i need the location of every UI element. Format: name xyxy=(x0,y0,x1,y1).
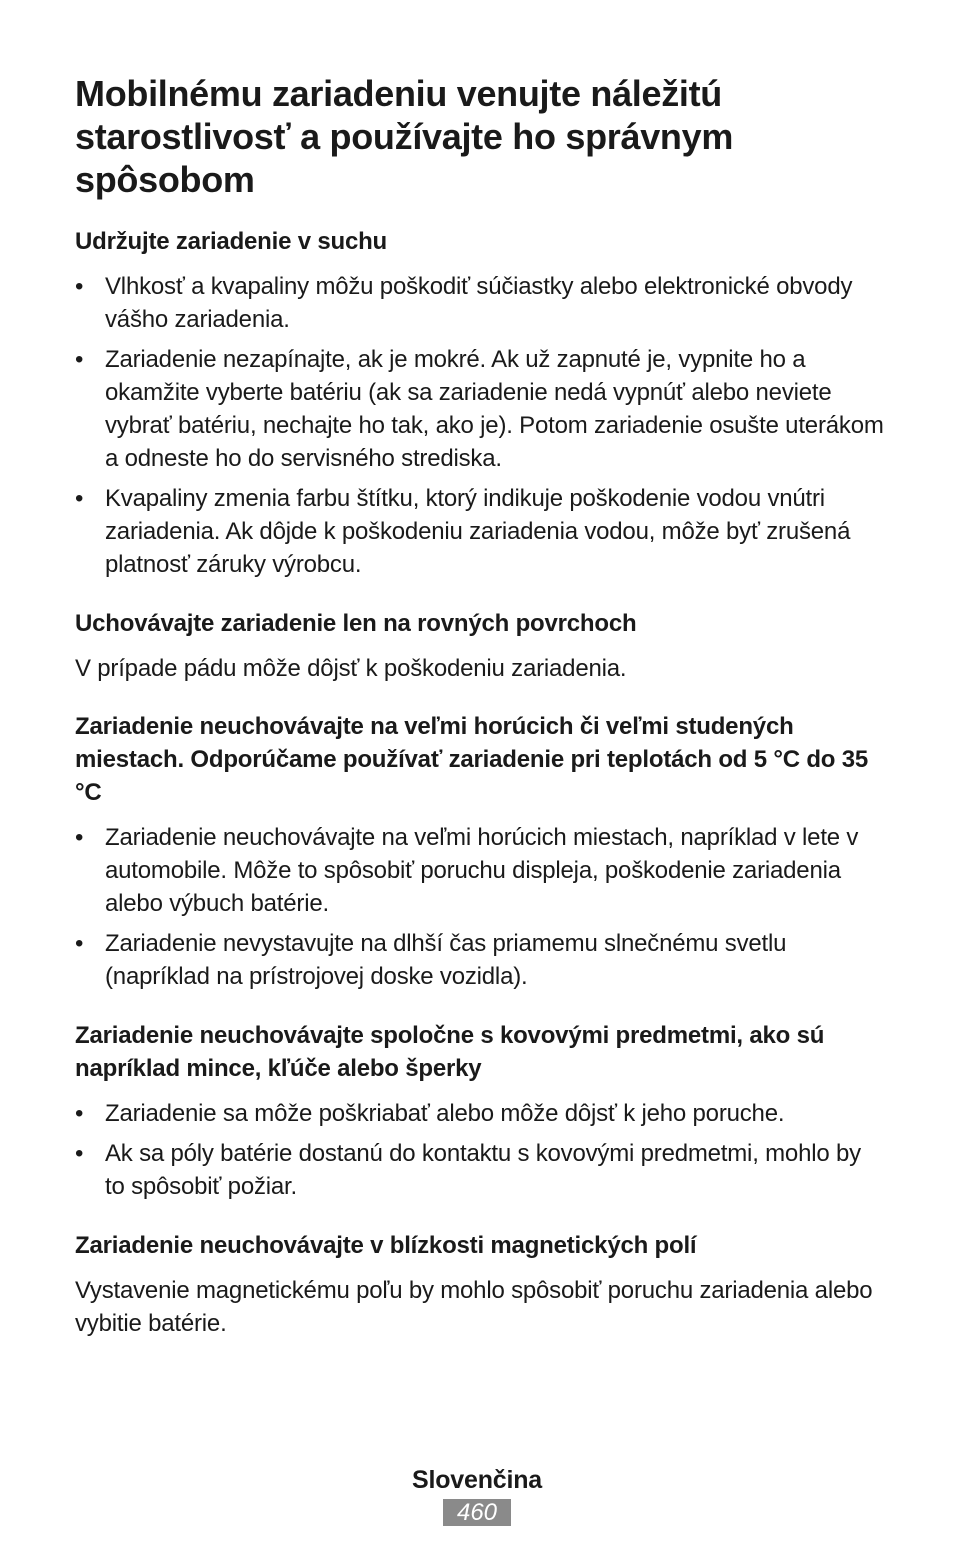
page-footer xyxy=(0,1464,954,1526)
section-heading: Udržujte zariadenie v suchu xyxy=(75,228,388,255)
section-paragraph: V prípade pádu môže dôjsť k poškodeniu zariadenia. xyxy=(75,655,627,682)
bullet-list xyxy=(75,821,885,993)
list-item: • Zariadenie neuchovávajte na veľmi horúcich miestach, napríklad v lete v automobile. Môže to spôsobiť poruchu displeja, poškodenie zariadenia alebo výbuch batérie. xyxy=(75,821,885,920)
list-item: • Zariadenie sa môže poškriabať alebo môže dôjsť k jeho poruche. xyxy=(75,1097,885,1130)
section-keep-dry xyxy=(75,225,885,581)
section-heading: Uchovávajte zariadenie len na rovných povrchoch xyxy=(75,610,637,637)
list-item: • Vlhkosť a kvapaliny môžu poškodiť súčiastky alebo elektronické obvody vášho zariadenia. xyxy=(75,270,885,336)
section-temperature xyxy=(75,710,885,993)
section-heading: Zariadenie neuchovávajte spoločne s kovovými predmetmi, ako sú napríklad mince, kľúče alebo šperky xyxy=(75,1022,825,1082)
list-item: • Zariadenie nezapínajte, ak je mokré. Ak už zapnuté je, vypnite ho a okamžite vyberte batériu (ak sa zariadenie nedá vypnúť alebo neviete vybrať batériu, nechajte ho tak, ako je). Potom zariadenie osušte uterákom a odneste ho do servisného strediska. xyxy=(75,343,885,475)
page-title: Mobilnému zariadeniu venujte náležitú starostlivosť a používajte ho správnym spôsobom xyxy=(75,73,734,200)
page-content xyxy=(75,72,885,1340)
list-item: • Ak sa póly batérie dostanú do kontaktu s kovovými predmetmi, mohlo by to spôsobiť požiar. xyxy=(75,1137,885,1203)
section-heading: Zariadenie neuchovávajte v blízkosti magnetických polí xyxy=(75,1232,697,1259)
bullet-list xyxy=(75,270,885,581)
list-item: • Zariadenie nevystavujte na dlhší čas priamemu slnečnému svetlu (napríklad na prístrojovej doske vozidla). xyxy=(75,927,885,993)
section-flat-surfaces xyxy=(75,607,885,685)
section-heading: Zariadenie neuchovávajte na veľmi horúcich či veľmi studených miestach. Odporúčame používať zariadenie pri teplotách od 5 °C do 35 °C xyxy=(75,713,869,806)
footer-language: Slovenčina xyxy=(412,1466,542,1494)
section-paragraph: Vystavenie magnetickému poľu by mohlo spôsobiť poruchu zariadenia alebo vybitie batérie. xyxy=(75,1277,873,1337)
page-number-badge: 460 xyxy=(443,1499,511,1526)
list-item: • Kvapaliny zmenia farbu štítku, ktorý indikuje poškodenie vodou vnútri zariadenia. Ak dôjde k poškodeniu zariadenia vodou, môže byť zrušená platnosť záruky výrobcu. xyxy=(75,482,885,581)
section-metal-objects xyxy=(75,1019,885,1203)
section-magnetic-fields xyxy=(75,1229,885,1340)
bullet-list xyxy=(75,1097,885,1203)
